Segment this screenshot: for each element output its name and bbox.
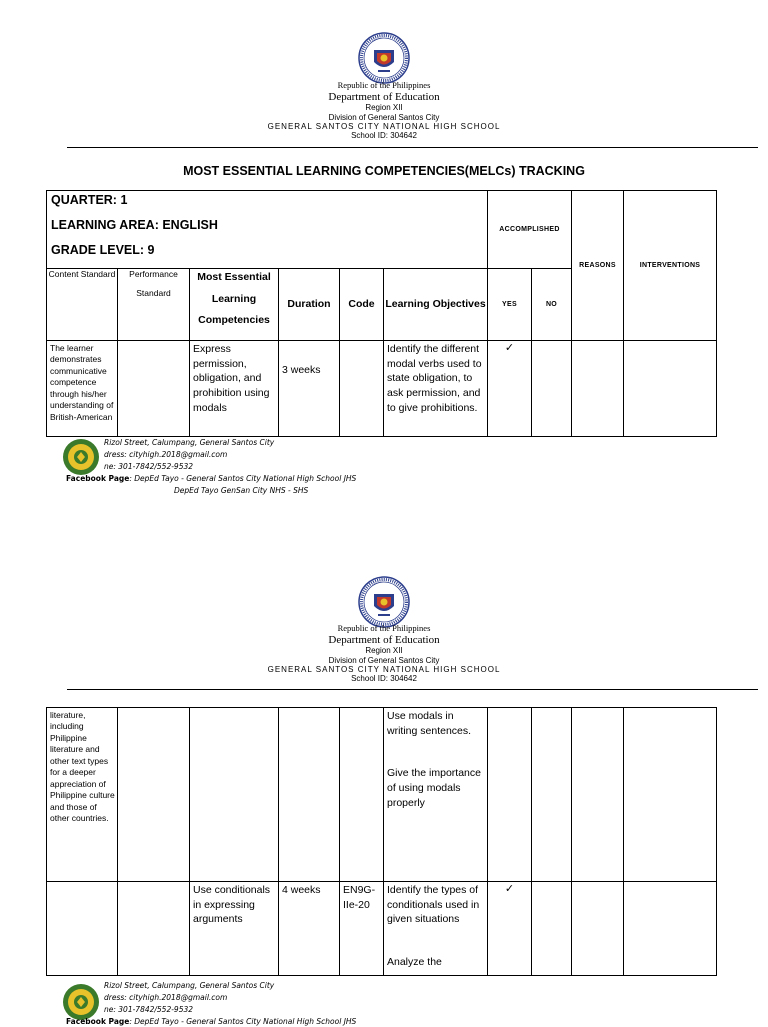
yes-check-cell: ✓ [488,882,532,976]
quarter-label: QUARTER: 1 [51,193,128,207]
objective-text: Use modals in writing sentences. [387,710,472,737]
region-line: Region XII [365,646,403,656]
melc-header-line1: Most Essential [197,271,271,283]
letterhead [0,81,768,140]
region-line: Region XII [365,103,403,113]
interventions-cell [624,341,717,437]
learning-objectives-header: Learning Objectives [384,269,488,341]
no-cell [532,708,572,882]
deped-seal-icon [358,576,410,628]
school-id: School ID: 304642 [351,130,417,140]
performance-standard-header-line2: Standard [136,288,171,299]
footer-facebook-shs: DepEd Tayo GenSan City NHS - SHS [174,486,309,495]
footer-facebook [66,1017,356,1027]
footer-phone: ne: 301-7842/552-9532 [104,462,194,471]
duration-cell: 3 weeks [279,341,340,437]
melc-cell [190,708,279,882]
melc-table-continued [46,707,717,976]
division-line: Division of General Santos City [328,112,440,122]
facebook-jhs: : DepEd Tayo - General Santos City National High School JHS [129,474,357,483]
reasons-header: REASONS [572,191,624,341]
code-cell: EN9G-IIe-20 [340,882,384,976]
melc-header-line3: Competencies [198,314,270,327]
performance-standard-cell [118,882,190,976]
reasons-cell [572,341,624,437]
table-row [47,882,717,976]
melc-table [46,190,717,437]
code-cell [340,708,384,882]
division-line: Division of General Santos City [328,655,440,665]
interventions-cell [624,708,717,882]
performance-standard-cell [118,708,190,882]
interventions-header: INTERVENTIONS [624,191,717,341]
content-standard-header: Content Standard [47,269,118,341]
footer-address: Rizol Street, Calumpang, General Santos City [104,981,275,990]
school-logo-icon [62,983,100,1021]
performance-standard-cell [118,341,190,437]
objectives-cell [384,708,488,882]
school-name: GENERAL SANTOS CITY NATIONAL HIGH SCHOOL [267,121,501,131]
header-divider [67,689,758,690]
performance-standard-header-line1: Performance [129,269,178,279]
footer-address: Rizol Street, Calumpang, General Santos City [104,438,275,447]
info-cell [47,191,488,269]
yes-check-cell: ✓ [488,341,532,437]
objectives-cell [384,882,488,976]
learning-area-label: LEARNING AREA: ENGLISH [51,218,218,232]
content-standard-cell: The learner demonstrates communicative competence through his/her understanding of British-American [47,341,118,437]
code-cell [340,341,384,437]
reasons-cell [572,882,624,976]
footer-facebook [66,474,356,484]
facebook-jhs: : DepEd Tayo - General Santos City National High School JHS [129,1017,357,1026]
footer-email: dress: cityhigh.2018@gmail.com [104,450,228,459]
duration-cell: 4 weeks [279,882,340,976]
letterhead [0,624,768,683]
yes-cell [488,708,532,882]
objective-text: Give the importance of using modals properly [387,767,481,809]
duration-header: Duration [279,269,340,341]
no-cell [532,882,572,976]
objective-text: Identify the types of conditionals used in given situations [387,884,480,926]
melc-cell: Express permission, obligation, and prohibition using modals [190,341,279,437]
republic-line: Republic of the Philippines [337,623,431,633]
accomplished-header: ACCOMPLISHED [488,191,572,269]
school-id: School ID: 304642 [351,673,417,683]
objective-text: Analyze the [387,956,442,969]
footer-email: dress: cityhigh.2018@gmail.com [104,993,228,1002]
facebook-label: Facebook Page [66,474,130,483]
performance-standard-header [118,269,190,341]
melc-cell: Use conditionals in expressing arguments [190,882,279,976]
content-standard-cell [47,882,118,976]
table-row [47,708,717,882]
yes-header: YES [488,269,532,341]
footer-phone: ne: 301-7842/552-9532 [104,1005,194,1014]
grade-level-label: GRADE LEVEL: 9 [51,243,155,257]
no-cell [532,341,572,437]
document-title: MOST ESSENTIAL LEARNING COMPETENCIES(MELCs) TRACKING [183,164,585,178]
facebook-label: Facebook Page [66,1017,130,1026]
department-line: Department of Education [328,90,440,103]
no-header: NO [532,269,572,341]
republic-line: Republic of the Philippines [337,80,431,90]
melc-header-line2: Learning [211,292,257,305]
table-row [47,341,717,437]
document-page-2 [0,540,768,1024]
header-divider [67,147,758,148]
school-logo-icon [62,438,100,476]
code-header: Code [340,269,384,341]
school-name: GENERAL SANTOS CITY NATIONAL HIGH SCHOOL [267,664,501,674]
interventions-cell [624,882,717,976]
objectives-cell: Identify the different modal verbs used to state obligation, to ask permission, and to give prohibitions. [384,341,488,437]
duration-cell [279,708,340,882]
reasons-cell [572,708,624,882]
department-line: Department of Education [328,633,440,646]
deped-seal-icon [358,32,410,84]
melc-header [190,269,279,341]
content-standard-cell: literature, including Philippine literature and other text types for a deeper appreciation of Philippine culture and those of other countries. [47,708,118,882]
